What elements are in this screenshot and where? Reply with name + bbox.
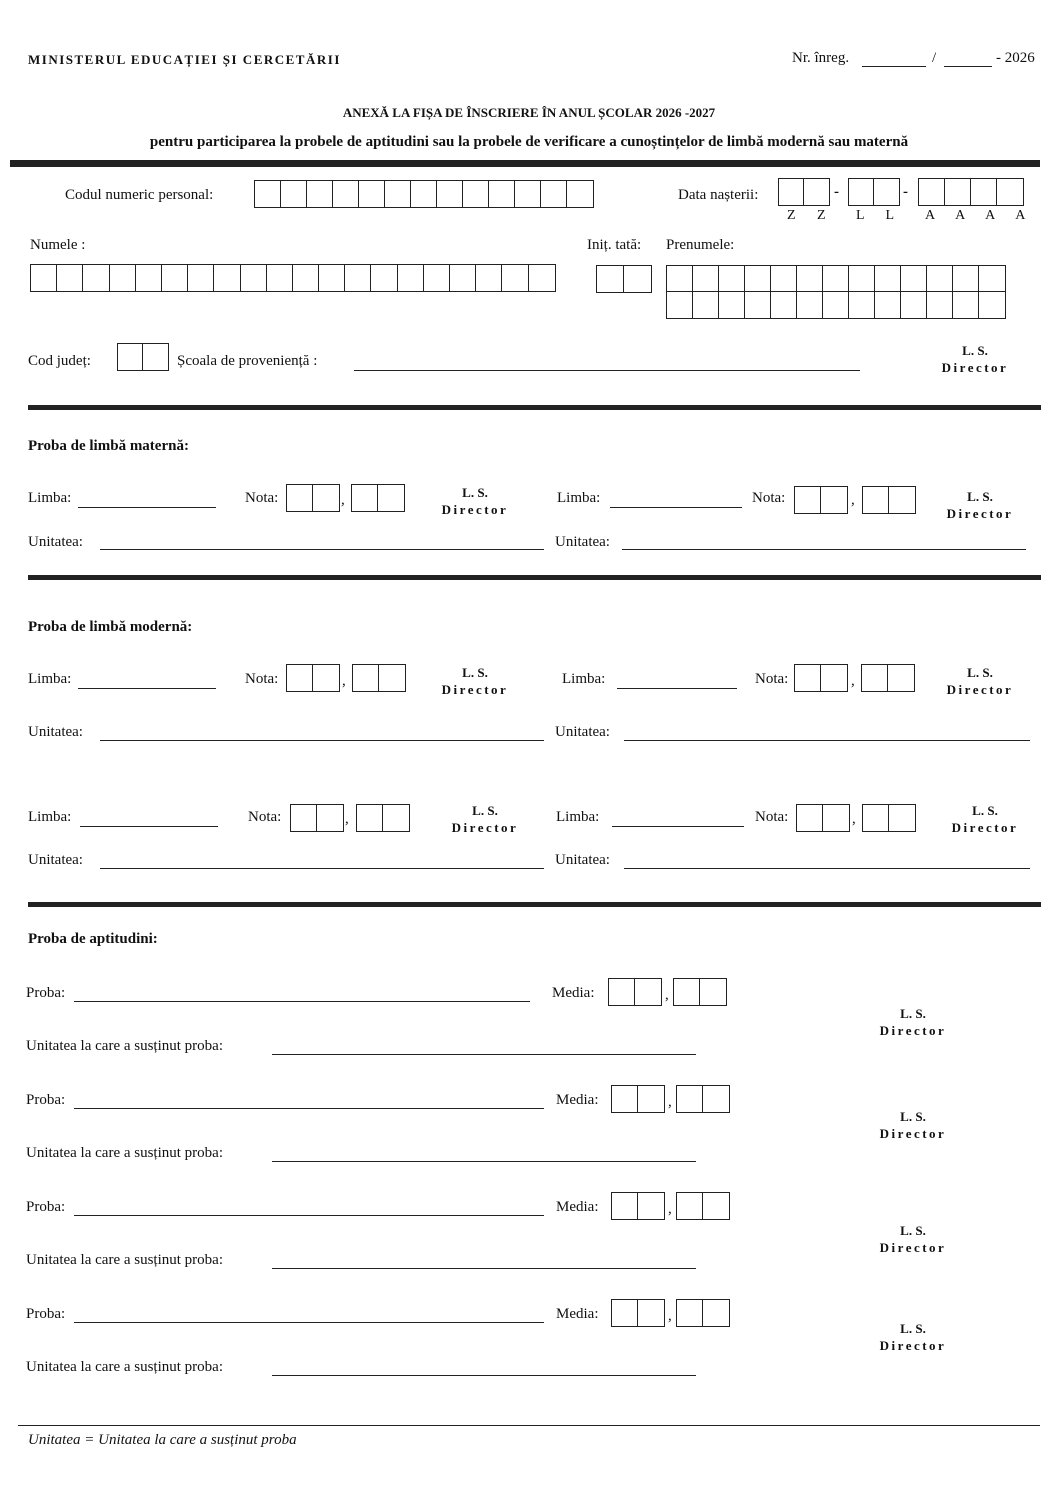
char-box[interactable] — [385, 181, 411, 207]
modern-unit-input[interactable] — [100, 868, 544, 869]
stamp-signature — [930, 802, 1040, 836]
form-subtitle: pentru participarea la probele de aptitudini sau la probele de verificare a cunoștințelor de limbă modernă sau maternă — [149, 134, 909, 150]
char-box[interactable] — [463, 181, 489, 207]
maternal-language-input[interactable] — [610, 507, 742, 508]
maternal-grade-decimal[interactable] — [862, 486, 916, 514]
char-box[interactable] — [333, 181, 359, 207]
char-box[interactable] — [293, 265, 319, 291]
modern-language-input[interactable] — [80, 826, 218, 827]
aptitude-average-decimal[interactable] — [676, 1299, 730, 1327]
stamp-signature — [858, 1320, 968, 1354]
modern-grade-label: Nota: — [755, 809, 789, 825]
aptitude-unit-label: Unitatea la care a susținut proba: — [26, 1252, 224, 1268]
char-box[interactable] — [953, 292, 979, 318]
char-box[interactable] — [979, 266, 1005, 292]
firstname-input[interactable] — [666, 265, 1006, 319]
stamp-signature — [858, 1108, 968, 1142]
county-label: Cod județ: — [28, 353, 91, 369]
char-box[interactable] — [31, 265, 57, 291]
modern-grade-decimal[interactable] — [862, 804, 916, 832]
grade-comma: , — [342, 673, 346, 689]
char-box[interactable] — [771, 266, 797, 292]
divider — [28, 405, 1041, 410]
char-box[interactable] — [255, 181, 281, 207]
modern-grade-label: Nota: — [245, 671, 279, 687]
dob-day-input[interactable] — [778, 178, 830, 206]
char-box[interactable] — [83, 265, 109, 291]
char-box[interactable] — [567, 181, 593, 207]
modern-unit-label: Unitatea: — [28, 852, 83, 868]
director-label: Director — [946, 506, 1014, 521]
modern-grade-integer[interactable] — [796, 804, 850, 832]
char-box[interactable] — [281, 181, 307, 207]
ls-label: L. S. — [472, 803, 498, 818]
aptitude-average-integer[interactable] — [611, 1299, 665, 1327]
ls-label: L. S. — [900, 1006, 926, 1021]
modern-grade-label: Nota: — [248, 809, 282, 825]
modern-language-label: Limba: — [28, 671, 72, 687]
ls-label: L. S. — [900, 1321, 926, 1336]
grade-comma: , — [668, 1201, 672, 1217]
char-box[interactable] — [214, 265, 240, 291]
aptitude-average-integer[interactable] — [611, 1192, 665, 1220]
char-box[interactable] — [541, 181, 567, 207]
aptitude-average-label: Media: — [556, 1306, 599, 1322]
grade-comma: , — [668, 1094, 672, 1110]
char-box[interactable] — [345, 265, 371, 291]
char-box[interactable] — [979, 292, 1005, 318]
stamp-signature — [420, 484, 530, 518]
ls-label: L. S. — [462, 485, 488, 500]
maternal-section-title: Proba de limbă maternă: — [28, 438, 189, 454]
modern-language-input[interactable] — [612, 826, 744, 827]
stamp-signature — [430, 802, 540, 836]
char-box[interactable] — [823, 266, 849, 292]
char-box[interactable] — [450, 265, 476, 291]
footer-divider — [18, 1425, 1040, 1426]
modern-unit-label: Unitatea: — [555, 852, 610, 868]
char-box[interactable] — [502, 265, 528, 291]
dob-dash: - — [834, 184, 839, 200]
ls-label: L. S. — [967, 665, 993, 680]
ministry-name: MINISTERUL EDUCAȚIEI ȘI CERCETĂRII — [28, 52, 341, 67]
firstname-label: Prenumele: — [666, 237, 735, 253]
ls-label: L. S. — [462, 665, 488, 680]
aptitude-test-label: Proba: — [26, 1092, 66, 1108]
maternal-unit-input[interactable] — [100, 549, 544, 550]
divider — [10, 160, 1040, 167]
ls-label: L. S. — [900, 1223, 926, 1238]
footer-note: Unitatea = Unitatea la care a susținut proba — [28, 1432, 297, 1448]
char-box[interactable] — [875, 266, 901, 292]
ls-label: L. S. — [900, 1109, 926, 1124]
registration-date-field[interactable] — [944, 66, 992, 67]
char-box[interactable] — [823, 292, 849, 318]
char-box[interactable] — [136, 265, 162, 291]
grade-comma: , — [852, 811, 856, 827]
char-box[interactable] — [371, 265, 397, 291]
modern-unit-input[interactable] — [624, 868, 1030, 869]
father-initial-input[interactable] — [596, 265, 652, 293]
aptitude-test-input[interactable] — [74, 1001, 530, 1002]
aptitude-test-label: Proba: — [26, 1306, 66, 1322]
grade-comma: , — [851, 673, 855, 689]
ls-label: L. S. — [972, 803, 998, 818]
stamp-signature — [858, 1222, 968, 1256]
father-initial-label: Iniț. tată: — [587, 237, 642, 253]
aptitude-unit-input[interactable] — [272, 1268, 696, 1269]
char-box[interactable] — [745, 266, 771, 292]
modern-language-input[interactable] — [78, 688, 216, 689]
school-input[interactable] — [354, 370, 860, 371]
dob-day-hint: Z Z — [787, 208, 835, 223]
stamp-signature — [925, 664, 1035, 698]
dob-dash: - — [903, 184, 908, 200]
char-box[interactable] — [797, 292, 823, 318]
modern-section-title: Proba de limbă modernă: — [28, 619, 193, 635]
char-box[interactable] — [901, 292, 927, 318]
maternal-unit-label: Unitatea: — [28, 534, 83, 550]
maternal-language-input[interactable] — [78, 507, 216, 508]
modern-unit-label: Unitatea: — [555, 724, 610, 740]
aptitude-average-decimal[interactable] — [676, 1192, 730, 1220]
modern-language-label: Limba: — [28, 809, 72, 825]
dob-year-hint: A A A A — [925, 208, 1035, 223]
modern-unit-input[interactable] — [100, 740, 544, 741]
stamp-signature — [858, 1005, 968, 1039]
aptitude-average-label: Media: — [552, 985, 595, 1001]
char-box[interactable] — [241, 265, 267, 291]
char-box[interactable] — [927, 292, 953, 318]
ls-label: L. S. — [962, 343, 988, 358]
char-box[interactable] — [745, 292, 771, 318]
char-box[interactable] — [515, 181, 541, 207]
aptitude-average-label: Media: — [556, 1092, 599, 1108]
char-box[interactable] — [110, 265, 136, 291]
aptitude-average-integer[interactable] — [611, 1085, 665, 1113]
maternal-language-label: Limba: — [557, 490, 601, 506]
modern-grade-integer[interactable] — [290, 804, 344, 832]
aptitude-unit-input[interactable] — [272, 1161, 696, 1162]
aptitude-average-decimal[interactable] — [673, 978, 727, 1006]
director-label: Director — [879, 1338, 947, 1353]
aptitude-unit-label: Unitatea la care a susținut proba: — [26, 1038, 224, 1054]
aptitude-average-integer[interactable] — [608, 978, 662, 1006]
char-box[interactable] — [797, 266, 823, 292]
registration-number-field[interactable] — [862, 66, 926, 67]
char-box[interactable] — [489, 181, 515, 207]
modern-grade-decimal[interactable] — [352, 664, 406, 692]
aptitude-unit-input[interactable] — [272, 1375, 696, 1376]
director-label: Director — [441, 502, 509, 517]
modern-grade-integer[interactable] — [286, 664, 340, 692]
modern-language-input[interactable] — [617, 688, 737, 689]
cnp-label: Codul numeric personal: — [65, 187, 214, 203]
director-label: Director — [441, 682, 509, 697]
name-input[interactable] — [30, 264, 556, 292]
grade-comma: , — [668, 1308, 672, 1324]
modern-language-label: Limba: — [562, 671, 606, 687]
char-box[interactable] — [476, 265, 502, 291]
aptitude-average-decimal[interactable] — [676, 1085, 730, 1113]
char-box[interactable] — [424, 265, 450, 291]
grade-comma: , — [851, 492, 855, 508]
dob-label: Data nașterii: — [678, 187, 759, 203]
name-label: Numele : — [30, 237, 86, 253]
modern-unit-label: Unitatea: — [28, 724, 83, 740]
director-label: Director — [451, 820, 519, 835]
char-box[interactable] — [953, 266, 979, 292]
director-label: Director — [879, 1126, 947, 1141]
maternal-unit-label: Unitatea: — [555, 534, 610, 550]
stamp-signature — [920, 342, 1030, 376]
modern-grade-decimal[interactable] — [356, 804, 410, 832]
director-label: Director — [941, 360, 1009, 375]
director-label: Director — [879, 1023, 947, 1038]
stamp-signature — [420, 664, 530, 698]
dob-month-input[interactable] — [848, 178, 900, 206]
char-box[interactable] — [437, 181, 463, 207]
maternal-grade-label: Nota: — [752, 490, 786, 506]
char-box[interactable] — [719, 292, 745, 318]
director-label: Director — [951, 820, 1019, 835]
char-box[interactable] — [529, 265, 555, 291]
char-box[interactable] — [667, 292, 693, 318]
char-box[interactable] — [667, 266, 693, 292]
dob-year-input[interactable] — [918, 178, 1024, 206]
aptitude-unit-input[interactable] — [272, 1054, 696, 1055]
aptitude-test-input[interactable] — [74, 1108, 544, 1109]
dob-month-hint: L L — [856, 208, 904, 223]
char-box[interactable] — [319, 265, 345, 291]
modern-grade-integer[interactable] — [794, 664, 848, 692]
aptitude-test-label: Proba: — [26, 985, 66, 1001]
cnp-input[interactable] — [254, 180, 594, 208]
char-box[interactable] — [359, 181, 385, 207]
maternal-grade-decimal[interactable] — [351, 484, 405, 512]
maternal-grade-integer[interactable] — [794, 486, 848, 514]
ls-label: L. S. — [967, 489, 993, 504]
grade-comma: , — [665, 987, 669, 1003]
modern-language-label: Limba: — [556, 809, 600, 825]
char-box[interactable] — [849, 266, 875, 292]
char-box[interactable] — [901, 266, 927, 292]
aptitude-section-title: Proba de aptitudini: — [28, 931, 158, 947]
stamp-signature — [925, 488, 1035, 522]
char-box[interactable] — [693, 292, 719, 318]
director-label: Director — [879, 1240, 947, 1255]
char-box[interactable] — [162, 265, 188, 291]
char-box[interactable] — [267, 265, 293, 291]
county-code-input[interactable] — [117, 343, 169, 371]
form-title: ANEXĂ LA FIȘA DE ÎNSCRIERE ÎN ANUL ȘCOLAR 2026 -2027 — [342, 105, 716, 120]
registration-year: - 2026 — [996, 50, 1035, 66]
char-box[interactable] — [849, 292, 875, 318]
maternal-unit-input[interactable] — [622, 549, 1026, 550]
maternal-grade-integer[interactable] — [286, 484, 340, 512]
aptitude-test-input[interactable] — [74, 1322, 544, 1323]
char-box[interactable] — [719, 266, 745, 292]
aptitude-test-label: Proba: — [26, 1199, 66, 1215]
modern-unit-input[interactable] — [624, 740, 1030, 741]
char-box[interactable] — [875, 292, 901, 318]
char-box[interactable] — [57, 265, 83, 291]
divider — [28, 902, 1041, 907]
director-label: Director — [946, 682, 1014, 697]
maternal-grade-label: Nota: — [245, 490, 279, 506]
aptitude-average-label: Media: — [556, 1199, 599, 1215]
char-box[interactable] — [411, 181, 437, 207]
modern-grade-label: Nota: — [755, 671, 789, 687]
char-box[interactable] — [188, 265, 214, 291]
aptitude-test-input[interactable] — [74, 1215, 544, 1216]
grade-comma: , — [345, 811, 349, 827]
school-label: Școala de proveniență : — [177, 353, 318, 369]
registration-separator: / — [932, 50, 937, 66]
aptitude-unit-label: Unitatea la care a susținut proba: — [26, 1359, 224, 1375]
char-box[interactable] — [398, 265, 424, 291]
maternal-language-label: Limba: — [28, 490, 72, 506]
aptitude-unit-label: Unitatea la care a susținut proba: — [26, 1145, 224, 1161]
char-box[interactable] — [307, 181, 333, 207]
modern-grade-decimal[interactable] — [861, 664, 915, 692]
divider — [28, 575, 1041, 580]
char-box[interactable] — [927, 266, 953, 292]
grade-comma: , — [341, 492, 345, 508]
char-box[interactable] — [771, 292, 797, 318]
char-box[interactable] — [693, 266, 719, 292]
registration-label: Nr. înreg. — [792, 50, 850, 66]
